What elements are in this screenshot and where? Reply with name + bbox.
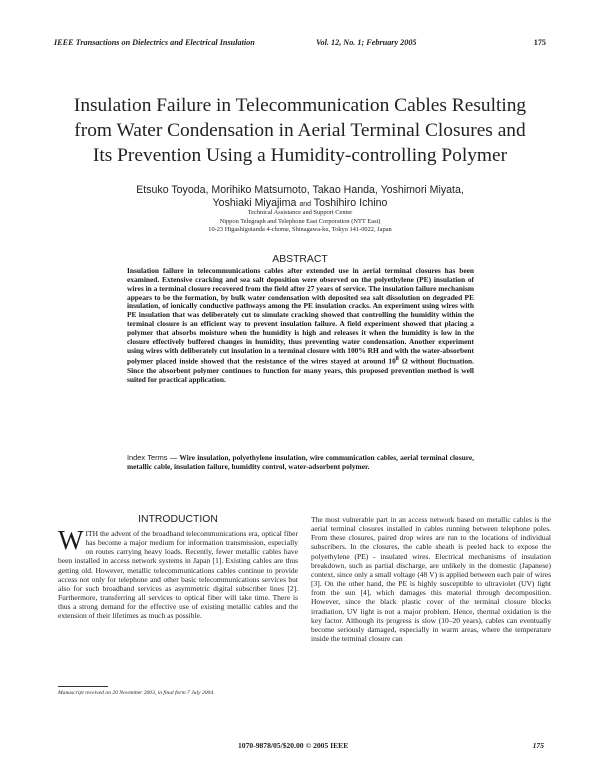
affiliation-line: 10-23 Higashigotanda 4-chome, Shinagawa-ku, Tokyo 141-0022, Japan — [208, 226, 392, 234]
abstract-text: Insulation failure in telecommunications cables after extended use in aerial terminal closures has been examined. Extensive cracking and sea salt deposition were observed on the polyethylene (PE) insulation of wires in a terminal closure recovered from the field after 27 years of service. The insulation failure mechanism appears to be the formation, by bulk water condensation with deposited sea salt dissolution on degraded PE insulation, of ionically conductive pathways among the PE insulation cracks. An experiment using wires with PE insulation that was deliberately cut to simulate cracking showed that controlling the humidity within the terminal closure is an efficient way to prevent insulation failure. A field experiment showed that placing a polymer that absorbs moisture when the humidity is high and releases it when the humidity is low in the closure effectively buffered changes in humidity, thus preventing water condensation. Another experiment using wires with deliberately cut insulation in a terminal closure with 100% RH and with the water-absorbent polymer placed inside showed that the resistance of the wires stayed at around 10 — [127, 266, 474, 366]
copyright-line: 1070-9878/05/$20.00 © 2005 IEEE — [238, 741, 349, 750]
affiliation-line: Technical Assistance and Support Center — [247, 209, 353, 216]
right-column-text: The most vulnerable part in an access network based on metallic cables is the aerial terminal closures installed in cables running between telephone poles. From these closures, paired drop wires are run to the locations of individual subscribers. In the closures, the cable sheath is peeled back to expose the polyethylene (PE) - insulated wires. Electrical mechanisms of insulation breakdown, such as partial discharge, are unlikely in the domestic (Japanese) context, since only a small voltage (48 V) is applied between each pair of wires [3]. On the other hand, the PE is highly susceptible to ultraviolet (UV) light from the sun [4], which damages this material through decomposition. However, since the black plastic cover of the terminal closure blocks irradiation, UV light is not a major problem. Hence, thermal oxidation is the key factor. Although its progress is slow (10–20 years), cables can eventually become seriously damaged, especially in warm areas, where the temperature inside the terminal closure can — [311, 515, 551, 644]
affiliation — [120, 209, 480, 235]
title-line: Its Prevention Using a Humidity-controlling Polymer — [92, 145, 508, 166]
volume-info: Vol. 12, No. 1; February 2005 — [316, 38, 417, 47]
abstract-exponent: 8 — [395, 356, 399, 363]
paper-title — [40, 93, 560, 168]
author-conjunction: and — [299, 201, 312, 208]
left-column — [58, 525, 298, 621]
left-column-text: ITH the advent of the broadband telecommunications era, optical fiber has become a major medium for information transmission, especially on routes carrying heavy loads. Recently, fewer metallic cables have been installed in access network systems in Japan [1]. Existing cables are thus getting old. However, metallic telecommunications cables continue to provide access not only for telephone and other basic telecommunications services but also for such broadband services as asymmetric digital subscriber lines [2]. Furthermore, transferring all services to optical fiber will take time. There is thus a strong demand for the effective use of existing metallic cables and the extension of their lifetimes as much as possible. — [58, 529, 298, 621]
title-line: from Water Condensation in Aerial Terminal Closures and — [74, 120, 526, 141]
abstract-unit: Ω — [401, 356, 408, 366]
author-name: Toshihiro Ichino — [313, 197, 388, 209]
author-line: Etsuko Toyoda, Morihiko Matsumoto, Takao Handa, Yoshimori Miyata, — [136, 184, 464, 196]
author-list — [120, 184, 480, 211]
affiliation-line: Nippon Telegraph and Telephone East Corporation (NTT East) — [219, 217, 381, 225]
drop-cap: W — [58, 525, 84, 555]
abstract-heading: ABSTRACT — [272, 254, 328, 265]
index-terms-label: Index Terms — — [127, 453, 178, 462]
journal-name: IEEE Transactions on Dielectrics and Electrical Insulation — [54, 38, 255, 47]
footer-page-number: 175 — [532, 741, 544, 750]
footnote-divider — [58, 686, 108, 687]
header-page-number: 175 — [533, 38, 546, 47]
index-terms — [127, 454, 474, 472]
right-column — [311, 515, 551, 643]
abstract-text-end: without fluctuation. Since the absorbent polymer continues to function for many years, this proposed prevention method is well suited for practical application. — [127, 356, 474, 384]
footnote: Manuscript received on 20 November 2003, in final form 7 July 2004. — [58, 690, 215, 696]
introduction-heading: INTRODUCTION — [138, 514, 218, 525]
title-line: Insulation Failure in Telecommunication Cables Resulting — [73, 95, 527, 116]
index-terms-text: Wire insulation, polyethylene insulation, wire communication cables, aerial terminal closure, metallic cable, insulation failure, humidity control, water-adsorbent polymer. — [127, 453, 474, 471]
author-name: Yoshiaki Miyajima — [212, 197, 297, 209]
abstract-body — [127, 267, 474, 384]
